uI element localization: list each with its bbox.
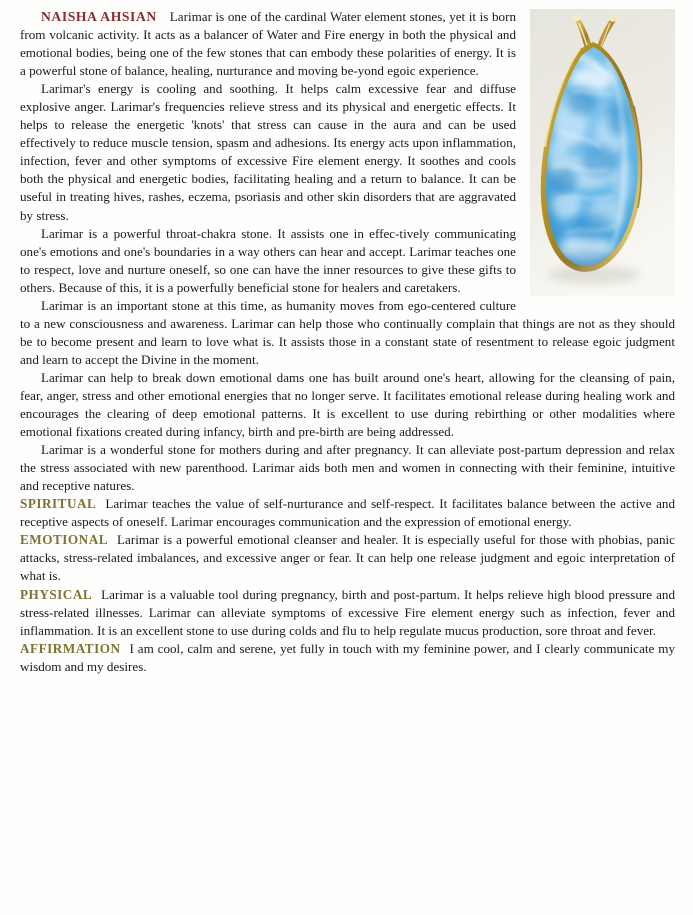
section-text-physical: Larimar is a valuable tool during pregnancy, birth and post-partum. It helps relieve high blood pressure and stress-related illnesses. Larimar can alleviate symptoms of excessive Fire element energy such as infection, fever and inflammation. It is an excellent stone to use during colds and flu to help regulate mucus production, sore throat and fever. <box>20 586 675 638</box>
paragraph-mothers: Larimar is a wonderful stone for mothers during and after pregnancy. It can alleviate post-partum depression and relax the stress associated with new parenthood. Larimar aids both men and women in connecting with their feminine, intuitive and receptive natures. <box>20 442 675 494</box>
section-label-spiritual: SPIRITUAL <box>20 496 97 512</box>
larimar-pendant-figure <box>530 9 675 296</box>
paragraph-important-stone: Larimar is an important stone at this time, as humanity moves from ego-centered culture to a new consciousness and awareness. Larimar can help those who continually complain that things are not as they should be to become present and learn to love what is. It assists those in a constant state of resentment to release egoic judgment and learn to accept the Divine in the moment. <box>20 297 675 367</box>
author-byline: NAISHA AHSIAN <box>41 9 157 24</box>
section-affirmation <box>20 640 675 676</box>
section-physical <box>20 586 675 640</box>
section-label-affirmation: AFFIRMATION <box>20 640 121 656</box>
section-emotional <box>20 531 675 585</box>
section-label-physical: PHYSICAL <box>20 586 93 602</box>
section-label-emotional: EMOTIONAL <box>20 532 109 548</box>
section-text-spiritual: Larimar teaches the value of self-nurturance and self-respect. It facilitates balance between the active and receptive aspects of oneself. Larimar encourages communication and the expression of emotional energy. <box>20 496 675 530</box>
paragraph-emotional-dams: Larimar can help to break down emotional dams one has built around one's heart, allowing for the cleansing of pain, fear, anger, stress and other emotional energies that no longer serve. It facilitates emotional release during healing work and encourages the clearing of deep emotional patterns. It is excellent to use during rebirthing or other modalities where emotional fixations created during infancy, birth and pre-birth are being addressed. <box>20 369 675 440</box>
paragraph-cooling: Larimar's energy is cooling and soothing. It helps calm excessive fear and diffuse explosive anger. Larimar's frequencies relieve stress and its physical and energetic effects. It helps to release the energetic 'knots' that stress can cause in the aura and can be used effectively to reduce muscle tension, spasm and adhesions. Its energy acts upon inflammation, infection, fever and other symptoms of excessive Fire element energy. It soothes and cools both the physical and energetic bodies, facilitating healing and a return to balance. It can be useful in treating hives, rashes, eczema, psoriasis and other skin disorders that are aggravated by stress. <box>20 81 516 223</box>
section-text-emotional: Larimar is a powerful emotional cleanser and healer. It is especially useful for those with phobias, panic attacks, stress-related imbalances, and excessive anger or fear. It can help one release judgment and egoic interpretation of what is. <box>20 532 675 584</box>
larimar-pendant-image <box>530 9 675 296</box>
section-text-affirmation: I am cool, calm and serene, yet fully in touch with my feminine power, and I clearly communicate my wisdom and my desires. <box>20 640 675 674</box>
section-spiritual <box>20 495 675 531</box>
paragraph-intro-text: Larimar is one of the cardinal Water element stones, yet it is born from volcanic activity. It acts as a balancer of Water and Fire energy in both the physical and emotional bodies, being one of the few stones that can embody these polarities of energy. It is a powerful stone of balance, healing, nurturance and moving be-yond egoic experience. <box>20 9 516 79</box>
article-body <box>20 8 675 908</box>
paragraph-throat-chakra: Larimar is a powerful throat-chakra stone. It assists one in effec-tively communicating one's emotions and one's boundaries in a way others can hear and accept. Larimar teaches one to respect, love and nurture oneself, so one can have the inner resources to give these gifts to others. Because of this, it is a powerfully beneficial stone for healers and caretakers. <box>20 225 516 295</box>
